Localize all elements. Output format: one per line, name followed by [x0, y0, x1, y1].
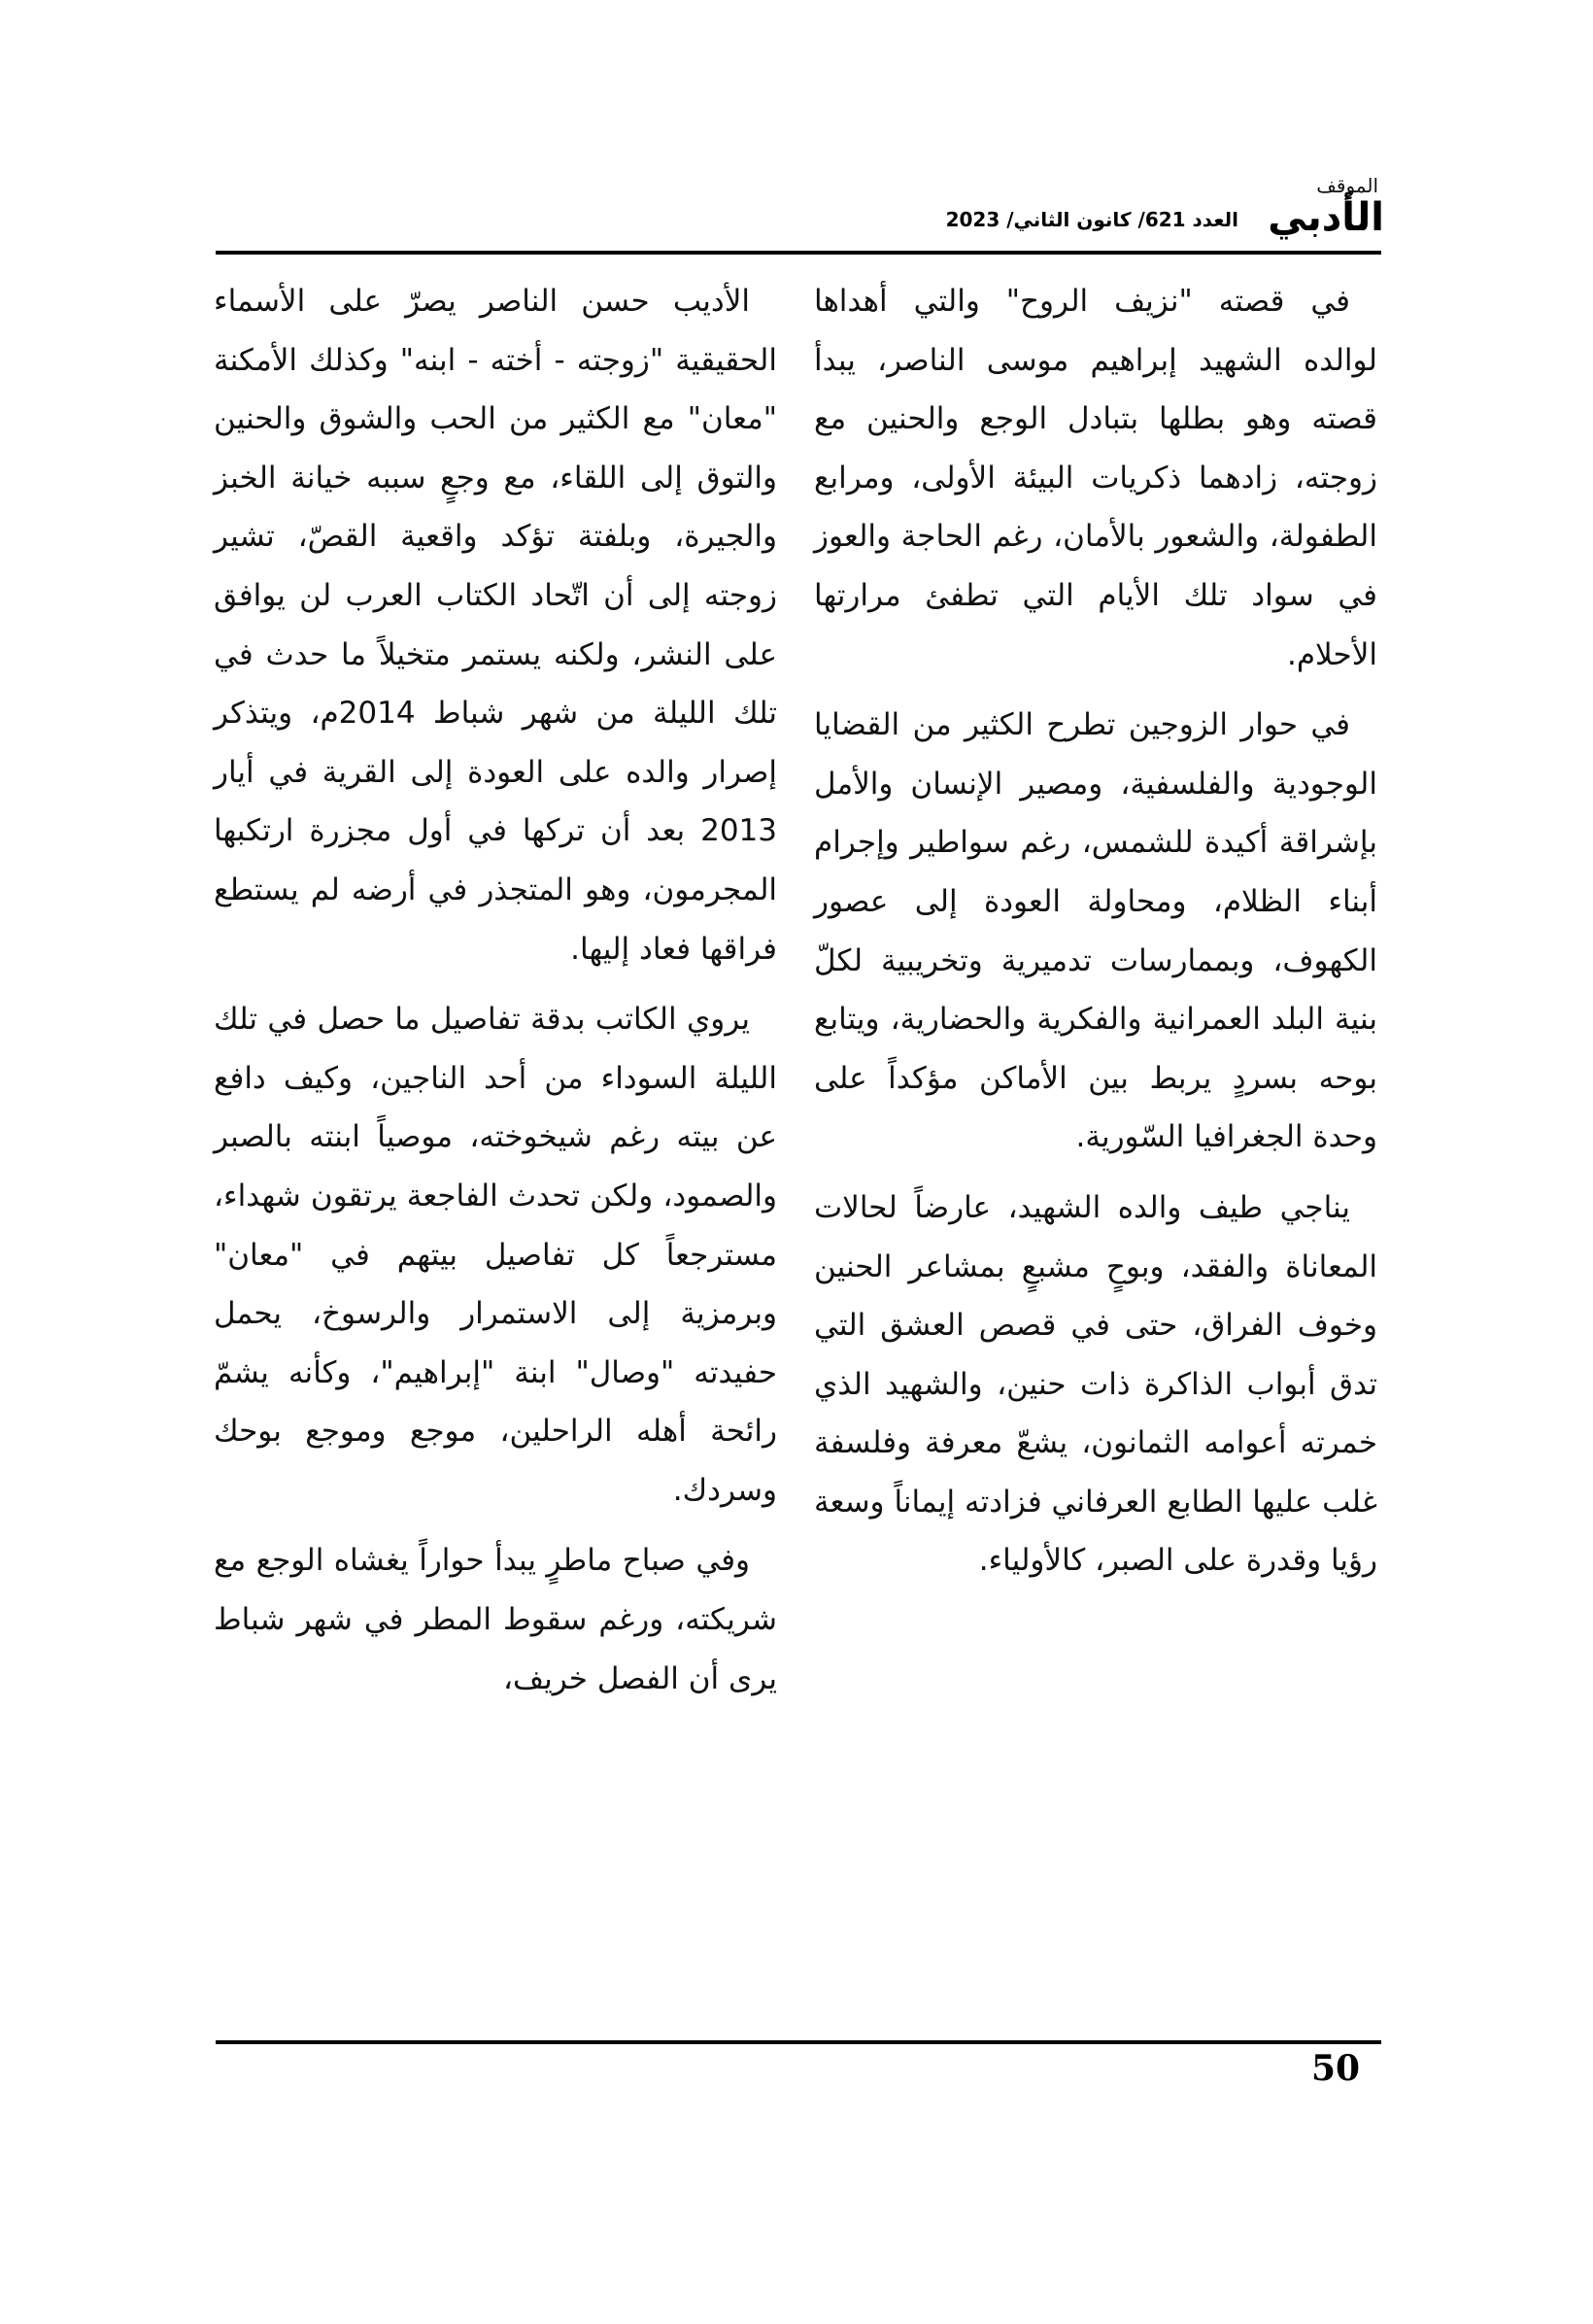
- logo-main-text: الأدبي: [1268, 195, 1384, 240]
- paragraph: في حوار الزوجين تطرح الكثير من القضايا الوجودية والفلسفية، ومصير الإنسان والأمل بإشراقة أكيدة للشمس، رغم سواطير وإجرام أبناء الظلام، ومحاولة العودة إلى عصور الكهوف، وبممارسات تدميرية وتخريبية لكلّ بنية البلد العمرانية والفكرية والحضارية، ويتابع بوحه بسردٍ يربط بين الأماكن مؤكداً على وحدة الجغرافيا السّورية.: [814, 707, 1377, 1155]
- page-number: 50: [1310, 2048, 1361, 2089]
- paragraph: في قصته "نزيف الروح" والتي أهداها لوالده الشهيد إبراهيم موسى الناصر، يبدأ قصته وهو بطلها بتبادل الوجع والحنين مع زوجته، زادهما ذكريات البيئة الأولى، ومرابع الطفولة، والشعور بالأمان، رغم الحاجة والعوز في سواد تلك الأيام التي تطفئ مرارتها الأحلام.: [814, 284, 1377, 672]
- footer-divider: [216, 2040, 1381, 2044]
- logo-top-text: الموقف: [1316, 174, 1378, 197]
- paragraph: الأديب حسن الناصر يصرّ على الأسماء الحقيقية "زوجته - أخته - ابنه" وكذلك الأمكنة "معان" مع الكثير من الحب والشوق والحنين والتوق إلى اللقاء، مع وجعٍ سببه خيانة الخبز والجيرة، وبلفتة تؤكد واقعية القصّ، تشير زوجته إلى أن اتّحاد الكتاب العرب لن يوافق على النشر، ولكنه يستمر متخيلاً ما حدث في تلك الليلة من شهر شباط 2014م، ويتذكر إصرار والده على العودة إلى القرية في أيار 2013 بعد أن تركها في أول مجزرة ارتكبها المجرمون، وهو المتجذر في أرضه لم يستطع فراقها فعاد إليها.: [214, 284, 777, 967]
- text-column-left: [214, 272, 777, 1720]
- text-column-right: [814, 272, 1377, 1602]
- magazine-logo: [1248, 175, 1384, 243]
- paragraph: وفي صباح ماطرٍ يبدأ حواراً يغشاه الوجع مع شريكته، ورغم سقوط المطر في شهر شباط يرى أن الفصل خريف،: [214, 1543, 777, 1696]
- masthead: [209, 175, 1384, 243]
- header-divider: [216, 251, 1381, 255]
- paragraph: يروي الكاتب بدقة تفاصيل ما حصل في تلك الليلة السوداء من أحد الناجين، وكيف دافع عن بيته رغم شيخوخته، موصياً ابنته بالصبر والصمود، ولكن تحدث الفاجعة يرتقون شهداء، مسترجعاً كل تفاصيل بيتهم في "معان" وبرمزية إلى الاستمرار والرسوخ، يحمل حفيدته "وصال" ابنة "إبراهيم"، وكأنه يشمّ رائحة أهله الراحلين، موجع وموجع بوحك وسردك.: [214, 1002, 777, 1508]
- issue-info: العدد 621/ كانون الثاني/ 2023: [945, 208, 1238, 231]
- paragraph: يناجي طيف والده الشهيد، عارضاً لحالات المعاناة والفقد، وبوحٍ مشبعٍ بمشاعر الحنين وخوف الفراق، حتى في قصص العشق التي تدق أبواب الذاكرة ذات حنين، والشهيد الذي خمرته أعوامه الثمانون، يشعّ معرفة وفلسفة غلب عليها الطابع العرفاني فزادته إيماناً وسعة رؤيا وقدرة على الصبر، كالأولياء.: [814, 1189, 1377, 1579]
